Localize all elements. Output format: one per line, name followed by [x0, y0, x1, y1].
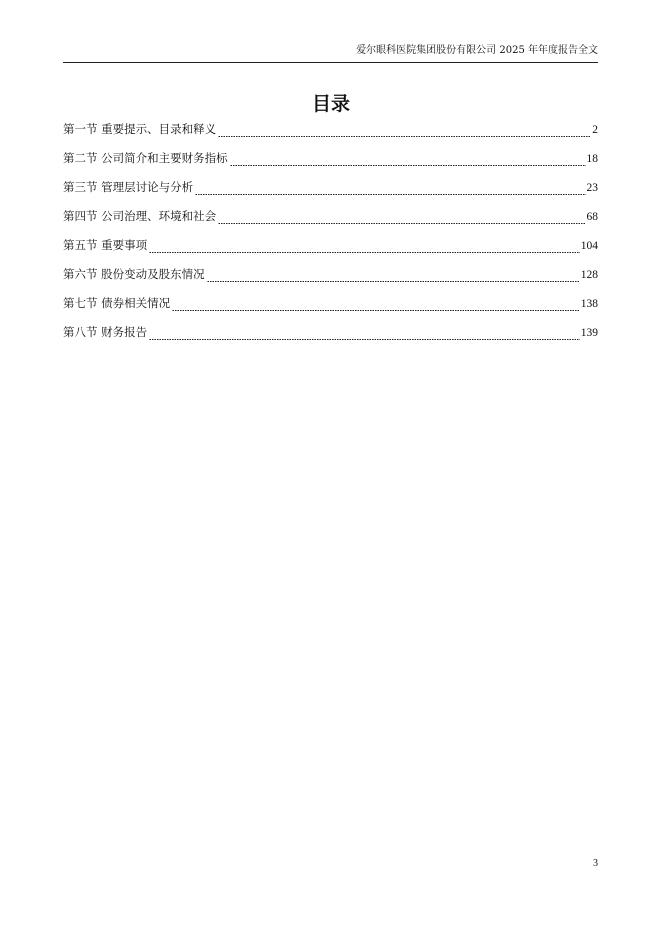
toc-entry-section-4[interactable] [63, 208, 598, 237]
toc-entry-section-8[interactable] [63, 324, 598, 353]
toc-entry-page: 104 [580, 240, 598, 252]
toc-entry-section-7[interactable] [63, 295, 598, 324]
toc-entry-page: 18 [586, 153, 598, 165]
toc-dot-leader [207, 281, 580, 282]
toc-entry-page: 139 [580, 327, 598, 339]
toc-entry-label: 第一节 重要提示、目录和释义 [63, 122, 217, 136]
toc-entry-label: 第八节 财务报告 [63, 325, 148, 339]
toc-dot-leader [149, 252, 580, 253]
toc-entry-section-1[interactable] [63, 121, 598, 150]
toc-entry-label: 第七节 债券相关情况 [63, 296, 171, 310]
toc-entry-section-5[interactable] [63, 237, 598, 266]
toc-entry-page: 68 [586, 211, 598, 223]
toc-entry-section-3[interactable] [63, 179, 598, 208]
toc-entry-page: 2 [592, 124, 598, 136]
header-divider [63, 62, 598, 63]
toc-entry-label: 第三节 管理层讨论与分析 [63, 180, 194, 194]
toc-entry-label: 第四节 公司治理、环境和社会 [63, 209, 217, 223]
toc-dot-leader [218, 136, 591, 137]
toc-dot-leader [218, 223, 585, 224]
toc-entry-page: 23 [586, 182, 598, 194]
running-header: 爱尔眼科医院集团股份有限公司 2025 年年度报告全文 [356, 45, 598, 56]
toc-entry-section-6[interactable] [63, 266, 598, 295]
toc-entry-section-2[interactable] [63, 150, 598, 179]
page-number: 3 [593, 858, 598, 869]
toc-title: 目录 [311, 93, 350, 115]
toc-dot-leader [230, 165, 586, 166]
toc-entry-page: 138 [580, 298, 598, 310]
toc-entry-page: 128 [580, 269, 598, 281]
toc-dot-leader [195, 194, 585, 195]
toc-dot-leader [149, 339, 580, 340]
toc-entry-label: 第五节 重要事项 [63, 238, 148, 252]
toc-entry-label: 第六节 股份变动及股东情况 [63, 267, 205, 281]
table-of-contents [63, 121, 598, 353]
toc-entry-label: 第二节 公司简介和主要财务指标 [63, 151, 228, 165]
toc-dot-leader [172, 310, 580, 311]
